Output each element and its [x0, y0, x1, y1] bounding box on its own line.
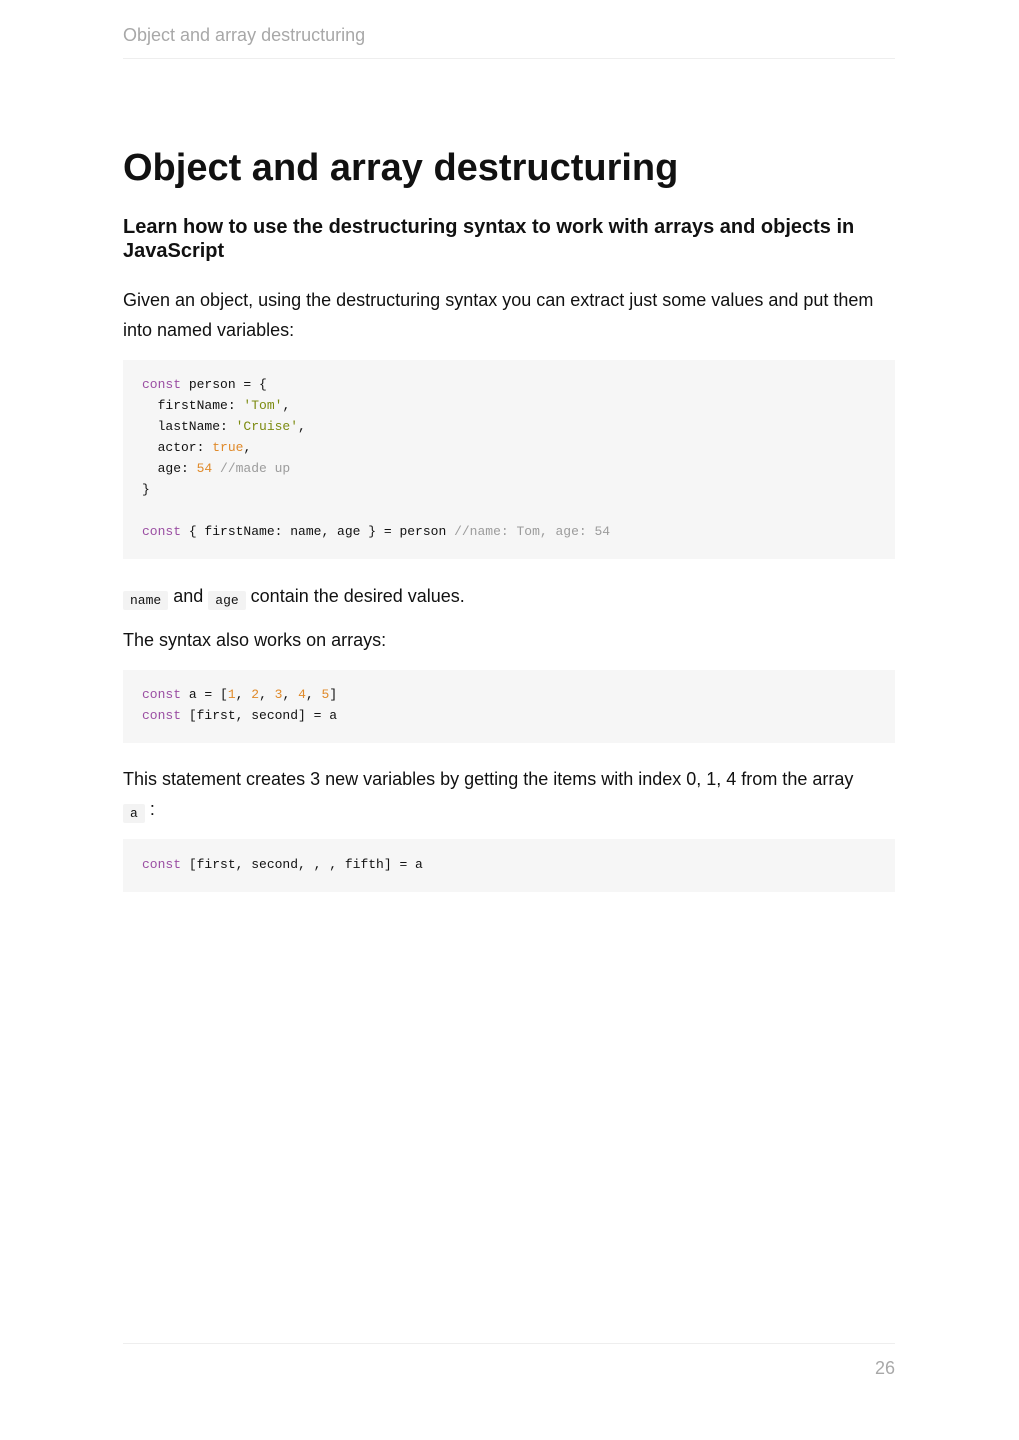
code-number: 4 [298, 687, 306, 702]
inline-code-age: age [208, 591, 245, 610]
code-comment: //made up [212, 461, 291, 476]
code-line [142, 437, 876, 458]
code-keyword: const [142, 687, 182, 702]
code-text: ] [329, 687, 338, 702]
document-page [123, 0, 895, 1440]
code-number: 54 [196, 461, 213, 476]
code-block-object [123, 360, 895, 559]
page-number: 26 [874, 1358, 895, 1378]
code-text: , [305, 687, 322, 702]
code-text: [first, second] = a [181, 708, 338, 723]
code-line [142, 395, 876, 416]
code-keyword: const [142, 377, 182, 392]
code-line [142, 684, 876, 705]
code-line [142, 705, 876, 726]
code-text: { firstName: name, age } = person [181, 524, 455, 539]
code-comment: //name: Tom, age: 54 [454, 524, 611, 539]
code-line [142, 521, 876, 542]
inline-code-name: name [123, 591, 168, 610]
code-keyword: const [142, 708, 182, 723]
code-literal: true [212, 440, 244, 455]
running-header: Object and array destructuring [123, 24, 895, 59]
paragraph-text: : [144, 799, 155, 819]
code-text: person = { [181, 377, 267, 392]
code-text: age: [142, 461, 197, 476]
values-paragraph [123, 581, 895, 614]
code-text: a = [ [181, 687, 228, 702]
code-string: 'Cruise' [235, 419, 299, 434]
footer-divider [123, 1343, 895, 1344]
code-number: 1 [227, 687, 236, 702]
paragraph-text: contain the desired values. [245, 586, 465, 606]
code-text: lastName: [142, 419, 236, 434]
code-text: , [282, 398, 291, 413]
code-text: , [235, 687, 252, 702]
arrays-paragraph: The syntax also works on arrays: [123, 630, 387, 650]
code-text: , [298, 419, 306, 434]
inline-code-a: a [123, 804, 145, 823]
code-number: 5 [321, 687, 330, 702]
code-block-array [123, 670, 895, 743]
code-number: 2 [251, 687, 260, 702]
code-block-skip [123, 839, 895, 892]
code-text: , [259, 687, 275, 702]
code-keyword: const [142, 857, 182, 872]
code-text: , [282, 687, 299, 702]
page-title: Object and array destructuring [123, 147, 679, 189]
paragraph-text: and [168, 586, 209, 606]
code-text: } [142, 482, 150, 497]
code-number: 3 [274, 687, 283, 702]
code-line-blank [142, 500, 876, 521]
code-line [142, 416, 876, 437]
code-text: , [243, 440, 252, 455]
code-text: actor: [142, 440, 213, 455]
code-line [142, 374, 876, 395]
code-string: 'Tom' [243, 398, 283, 413]
code-line [142, 458, 876, 479]
code-line [142, 479, 876, 500]
code-keyword: const [142, 524, 182, 539]
code-text: [first, second, , , fifth] = a [181, 857, 423, 872]
paragraph-text: This statement creates 3 new variables by getting the items with index 0, 1, 4 from the array [123, 769, 854, 789]
page-subtitle: Learn how to use the destructuring syntax to work with arrays and objects in JavaScript [123, 216, 855, 262]
code-text: firstName: [142, 398, 244, 413]
code-line [142, 854, 876, 875]
intro-paragraph: Given an object, using the destructuring syntax you can extract just some values and put them into named variables: [123, 290, 874, 340]
statement-paragraph [123, 764, 895, 827]
